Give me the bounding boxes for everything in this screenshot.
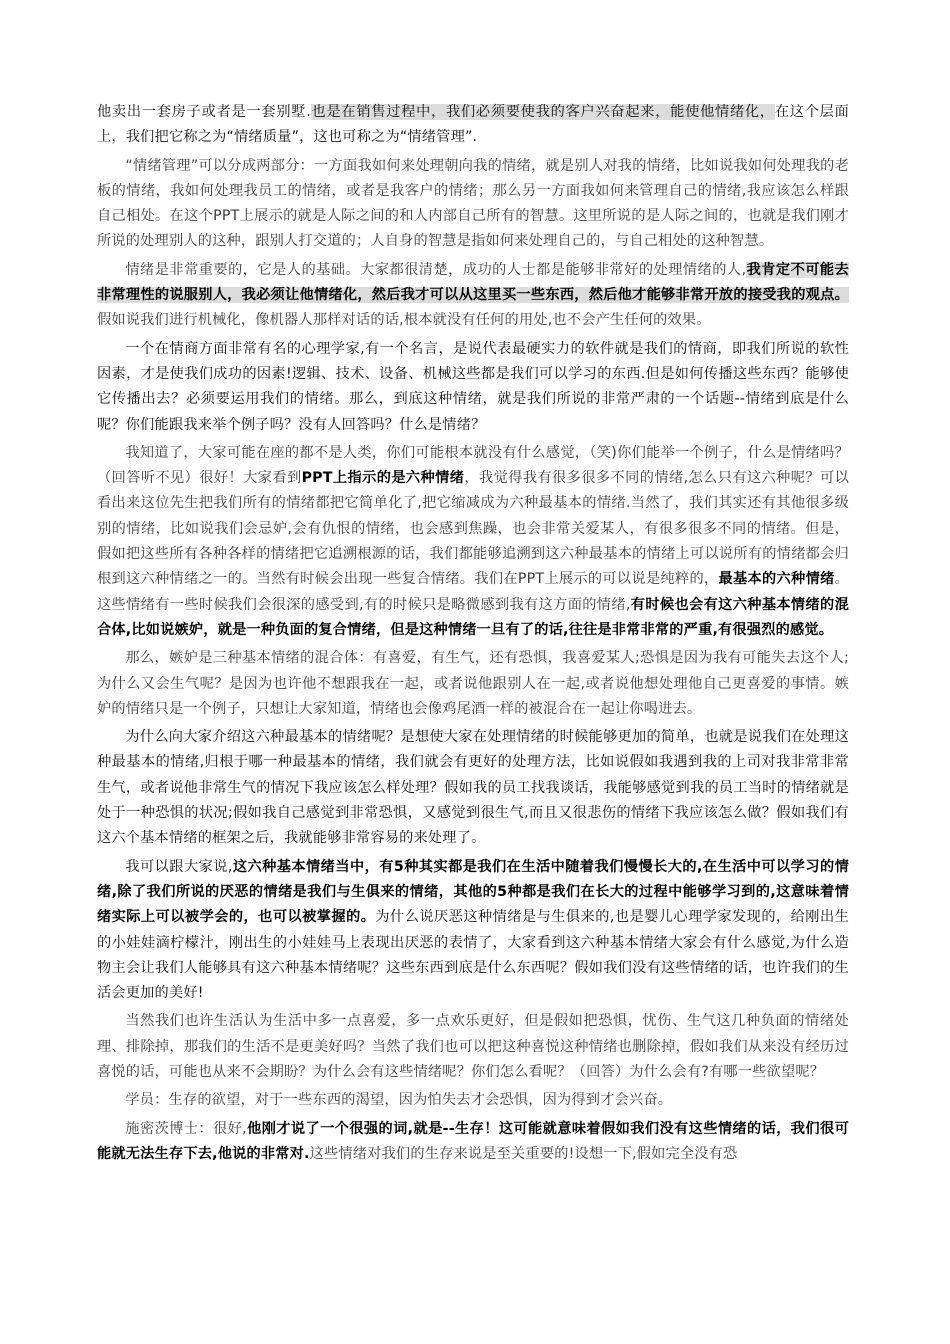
text-run: 那么，嫉妒是三种基本情绪的混合体：有喜爱，有生气，还有恐惧，我喜爱某人;恐惧是因为我有可能失去这个人;为什么又会生气呢？是因为也许他不想跟我在一起，或者说他跟别人在一起,或者说他想处理他自己更喜爱的事情。嫉妒的情绪只是一个例子，只想让大家知道，情绪也会像鸡尾酒一样的被混合在一起让你喝进去。 [97,650,849,717]
text-run: 施密茨博士：很好, [125,1120,247,1137]
paragraph-p4 [97,337,849,438]
paragraph-p7 [97,725,849,851]
text-run: 我知道了，大家可能在座的都不是人类，你们可能根本就没有什么感觉，（笑)你们能举一个例子，什么是情绪吗？（回答听不见）很好！大家看到 [97,444,849,487]
text-run: 为什么向大家介绍这六种最基本的情绪呢？是想使大家在处理情绪的时候能够更加的简单，也就是说我们在处理这种最基本的情绪,归根于哪一种最基本的情绪，我们就会有更好的处理方法，比如说假如我遇到我的上司对我非常非常生气，或者说他非常生气的情况下我应该怎么样处理？假如我的员工找我谈话，我能够感觉到我的员工当时的情绪就是处于一种恐惧的状况;假如我自己感觉到非常恐惧，又感觉到很生气,而且又很悲伤的情绪下我应该怎么做？假如我们有这六个基本情绪的框架之后，我就能够非常容易的来处理了。 [97,729,849,847]
text-run: 这六种基本情绪当中，有5种其实都是我们在生活中随着我们慢慢长大的,在生活中可以学习的情绪,除了我们所说的厌恶的情绪是我们与生俱来的情绪，其他的5种都是我们在长大的过程中能够学习到的,这意味着情绪实际上可以被学会的，也可以被掌握的。 [97,858,849,926]
text-run: 我肯定不可能去非常理性的说服别人，我必须让他情绪化，然后我才可以从这里买一些东西，然后他才能够非常开放的接受我的观点。 [97,261,849,304]
paragraph-p1 [97,100,849,151]
text-run: 有时候也会有这六种基本情绪的混合体,比如说嫉妒，就是一种负面的复合情绪，但是这种情绪一旦有了的话,往往是非常非常的严重,有很强烈的感觉。 [97,596,849,638]
paragraph-p9 [97,1009,849,1085]
text-run: 学员：生存的欲望，对于一些东西的渴望，因为怕失去才会恐惧，因为得到才会兴奋。 [125,1092,673,1109]
paragraph-p5 [97,441,849,643]
text-run: 为什么说厌恶这种情绪是与生俱来的,也是婴儿心理学家发现的，给刚出生的小娃娃滴柠檬汁，刚出生的小娃娃马上表现出厌恶的表情了，大家看到这六种基本情绪大家会有什么感觉,为什么造物主会让我们人能够具有这六种基本情绪呢？这些东西到底是什么东西呢？假如我们没有这些情绪的话，也许我们的生活会更加的美好! [97,909,849,1002]
document-body [97,100,849,1170]
text-run: 他刚才说了一个很强的词,就是--生存！这可能就意味着假如我们没有这些情绪的话，我们很可能就无法生存下去,他说的非常对. [97,1120,849,1162]
paragraph-p10 [97,1088,849,1113]
paragraph-p2 [97,154,849,255]
text-run: 假如说我们进行机械化，像机器人那样对话的话,根本就没有任何的用处,也不会产生任何的效果。 [97,312,711,329]
text-run: 当然我们也许生活认为生活中多一点喜爱，多一点欢乐更好，但是假如把恐惧，忧伤、生气这几种负面的情绪处理、排除掉，那我们的生活不是更美好吗？当然了我们也可以把这种喜悦这种情绪也删除掉，假如我们从来没有经历过喜悦的话，可能也从来不会期盼？为什么会有这些情绪呢？你们怎么看呢？（回答）为什么会有?有哪一些欲望呢？ [97,1013,849,1080]
paragraph-p6 [97,646,849,722]
text-run: 在这个层面上，我们把它称之为“情绪质量”，这也可称之为“情绪管理”. [97,104,849,146]
text-run: 情绪是非常重要的，它是人的基础。大家都很清楚，成功的人士都是能够非常好的处理情绪的人, [125,261,747,278]
paragraph-p3 [97,258,849,334]
paragraph-p11 [97,1117,849,1168]
paragraph-p8 [97,855,849,1007]
text-run: ，我觉得我有很多很多不同的情绪,怎么只有这六种呢？可以看出来这位先生把我们所有的情绪都把它简单化了,把它缩减成为六种最基本的情绪.当然了，我们其实还有其他很多级别的情绪，比如说我们会忌妒,会有仇恨的情绪，也会感到焦躁，也会非常关爱某人，有很多很多不同的情绪。但是，假如把这些所有各种各样的情绪把它追溯根源的话，我们都能够追溯到这六种最基本的情绪上可以说所有的情绪都会归根到这六种情绪之一的。当然有时候会出现一些复合情绪。我们在PPT上展示的可以说是纯粹的， [97,470,850,588]
text-run: 我可以跟大家说, [125,858,233,875]
text-run: 也是在销售过程中，我们必须要使我的客户兴奋起来，能使他情绪化， [310,104,775,120]
text-run: 。这些情绪有一些时候我们会很深的感受到,有的时候只是略微感到我有这方面的情绪, [97,571,849,613]
text-run: 他卖出一套房子或者是一套别墅. [97,104,311,120]
text-run: PPT上指示的是六种情绪 [301,470,465,487]
text-run: “情绪管理”可以分成两部分：一方面我如何来处理朝向我的情绪，就是别人对我的情绪，比如说我如何处理我的老板的情绪，我如何处理我员工的情绪，或者是我客户的情绪；那么另一方面我如何来管理自己的情绪,我应该怎么样跟自己相处。在这个PPT上展示的就是人际之间的和人内部自己所有的智慧。这里所说的是人际之间的，也就是我们刚才所说的处理别人的这种，跟别人打交道的；人自身的智慧是指如何来处理自己的，与自己相处的这种智慧。 [97,157,849,250]
text-run: 这些情绪对我们的生存来说是至关重要的!设想一下,假如完全没有恐 [309,1145,738,1162]
text-run: 一个在情商方面非常有名的心理学家,有一个名言，是说代表最硬实力的软件就是我们的情商，即我们所说的软性因素，才是使我们成功的因素!逻辑、技术、设备、机械这些都是我们可以学习的东西.但是如何传播这些东西？能够使它传播出去？必须要运用我们的情绪。那么，到底这种情绪，就是我们所说的非常严肃的一个话题--情绪到底是什么呢？你们能跟我来举个例子吗？没有人回答吗？什么是情绪？ [97,340,849,433]
text-run: 最基本的六种情绪 [718,571,835,588]
